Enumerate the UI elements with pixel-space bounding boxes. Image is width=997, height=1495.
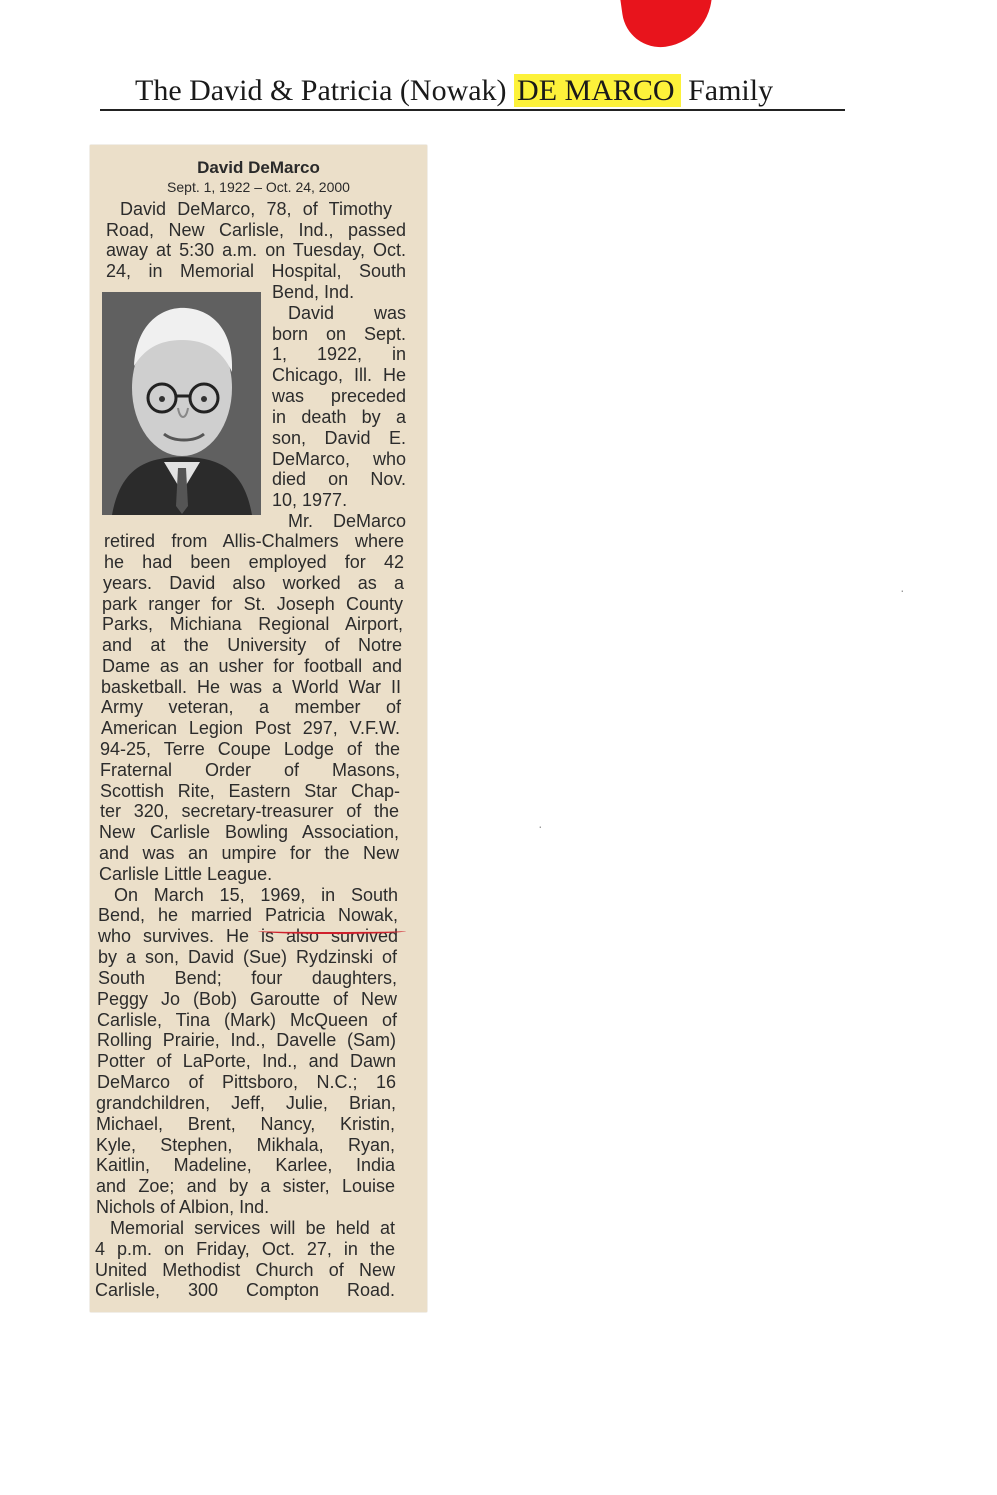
obituary-line: 1, 1922, in — [272, 344, 406, 364]
obituary-line: retired from Allis-Chalmers where — [104, 531, 404, 551]
obituary-line: was preceded — [272, 386, 406, 406]
obituary-line: years. David also worked as a — [103, 573, 404, 593]
obituary-line: Road, New Carlisle, Ind., passed — [106, 220, 406, 240]
obituary-line: Mr. DeMarco — [288, 511, 406, 531]
obituary-line: 94-25, Terre Coupe Lodge of the — [100, 739, 400, 759]
page-title — [100, 74, 845, 111]
highlighted-surname: DE MARCO — [514, 74, 681, 107]
newspaper-clipping — [90, 145, 427, 1312]
obituary-line: David was — [288, 303, 406, 323]
obituary-line: in death by a — [272, 407, 406, 427]
obituary-line: Michael, Brent, Nancy, Kristin, — [96, 1114, 395, 1134]
obituary-line: Carlisle, 300 Compton Road. — [95, 1280, 395, 1300]
obituary-line: Bend, he married Patricia Nowak, — [98, 905, 398, 925]
obituary-line: Peggy Jo (Bob) Garoutte of New — [97, 989, 397, 1009]
obituary-line: Rolling Prairie, Ind., Davelle (Sam) — [97, 1030, 396, 1050]
obituary-line: 4 p.m. on Friday, Oct. 27, in the — [95, 1239, 395, 1259]
red-tab-mark — [617, 0, 719, 52]
scan-speck: · — [538, 818, 543, 834]
obituary-line: grandchildren, Jeff, Julie, Brian, — [96, 1093, 396, 1113]
portrait-photo — [102, 292, 261, 515]
obituary-line: Chicago, Ill. He — [272, 365, 406, 385]
obituary-line: Dame as an usher for football and — [102, 656, 402, 676]
obituary-line: Army veteran, a member of — [101, 697, 401, 717]
obituary-line: Kyle, Stephen, Mikhala, Ryan, — [96, 1135, 395, 1155]
obituary-line: DeMarco, who — [272, 449, 406, 469]
obituary-line: Scottish Rite, Eastern Star Chap- — [100, 781, 400, 801]
obituary-line: basketball. He was a World War II — [101, 677, 401, 697]
obituary-line: born on Sept. — [272, 324, 406, 344]
obituary-line: 24, in Memorial Hospital, South — [106, 261, 406, 281]
obituary-line: died on Nov. — [272, 469, 406, 489]
obituary-line: Carlisle Little League. — [99, 864, 273, 884]
obituary-line: 10, 1977. — [272, 490, 348, 510]
obituary-line: DeMarco of Pittsboro, N.C.; 16 — [97, 1072, 396, 1092]
obituary-line: park ranger for St. Joseph County — [102, 594, 403, 614]
obituary-line: New Carlisle Bowling Association, — [99, 822, 399, 842]
obituary-line: by a son, David (Sue) Rydzinski of — [98, 947, 397, 967]
obituary-line: ter 320, secretary-treasurer of the — [100, 801, 399, 821]
obituary-line: David DeMarco, 78, of Timothy — [120, 199, 392, 219]
scan-speck: · — [900, 582, 905, 598]
title-prefix: The David & Patricia (Nowak) — [135, 74, 515, 107]
obituary-line: Kaitlin, Madeline, Karlee, India — [96, 1155, 395, 1175]
obituary-line: United Methodist Church of New — [95, 1260, 395, 1280]
obituary-line: Carlisle, Tina (Mark) McQueen of — [97, 1010, 397, 1030]
obituary-line: son, David E. — [272, 428, 406, 448]
obituary-line: he had been employed for 42 — [104, 552, 404, 572]
obituary-line: Potter of LaPorte, Ind., and Dawn — [97, 1051, 396, 1071]
obituary-line: who survives. He is also survived — [98, 926, 398, 946]
obituary-line: and at the University of Notre — [102, 635, 402, 655]
red-pen-underline — [258, 928, 406, 934]
title-suffix: Family — [680, 74, 774, 107]
obituary-dates: Sept. 1, 1922 – Oct. 24, 2000 — [167, 179, 350, 195]
obituary-line: Fraternal Order of Masons, — [100, 760, 400, 780]
obituary-line: American Legion Post 297, V.F.W. — [101, 718, 400, 738]
obituary-line: away at 5:30 a.m. on Tuesday, Oct. — [106, 240, 406, 260]
obituary-name: David DeMarco — [197, 158, 320, 177]
obituary-line: South Bend; four daughters, — [98, 968, 397, 988]
obituary-line: and Zoe; and by a sister, Louise — [96, 1176, 395, 1196]
obituary-line: Bend, Ind. — [272, 282, 355, 302]
obituary-line: Memorial services will be held at — [110, 1218, 395, 1238]
obituary-line: and was an umpire for the New — [99, 843, 399, 863]
obituary-line: On March 15, 1969, in South — [114, 885, 398, 905]
obituary-line: Nichols of Albion, Ind. — [96, 1197, 270, 1217]
obituary-line: Parks, Michiana Regional Airport, — [102, 614, 403, 634]
